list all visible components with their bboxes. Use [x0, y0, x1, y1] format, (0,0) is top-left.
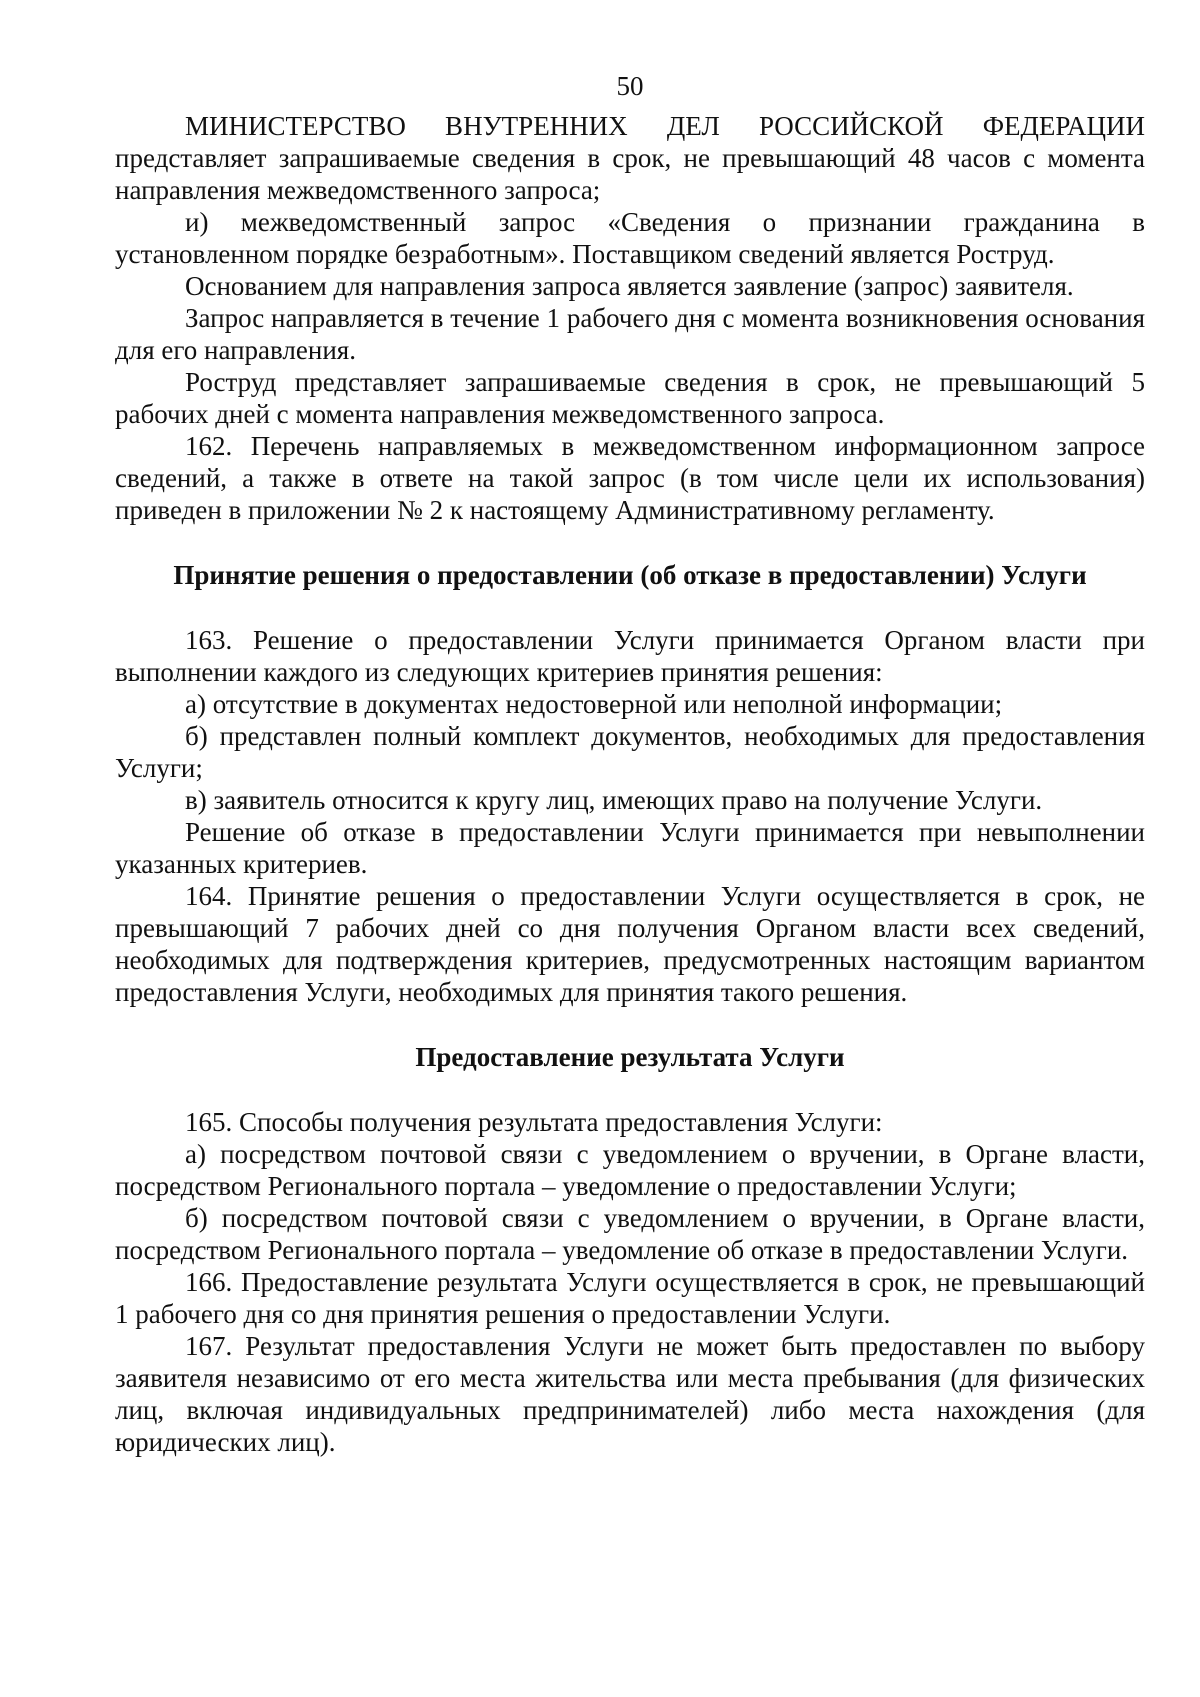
paragraph-request-basis: Основанием для направления запроса является заявление (запрос) заявителя. [185, 271, 1074, 301]
paragraph-165-a: а) посредством почтовой связи с уведомлением о вручении, в Органе власти, посредством Регионального портала – уведомление о предоставлении Услуги; [115, 1139, 1145, 1201]
page-number: 50 [616, 71, 644, 101]
paragraph-ministry-response: МИНИСТЕРСТВО ВНУТРЕННИХ ДЕЛ РОССИЙСКОЙ ФЕДЕРАЦИИ представляет запрашиваемые сведения в срок, не превышающий 48 часов с момента направления межведомственного запроса; [115, 111, 1145, 205]
paragraph-item-i: и) межведомственный запрос «Сведения о признании гражданина в установленном порядке безработным». Поставщиком сведений является Роструд. [115, 207, 1145, 269]
paragraph-refusal-decision: Решение об отказе в предоставлении Услуги принимается при невыполнении указанных критериев. [115, 817, 1145, 879]
paragraph-167: 167. Результат предоставления Услуги не может быть предоставлен по выбору заявителя независимо от его места жительства или места пребывания (для физических лиц, включая индивидуальных предпринимателей) либо места нахождения (для юридических лиц). [115, 1331, 1145, 1457]
paragraph-166: 166. Предоставление результата Услуги осуществляется в срок, не превышающий 1 рабочего дня со дня принятия решения о предоставлении Услуги. [115, 1267, 1145, 1329]
paragraph-165: 165. Способы получения результата предоставления Услуги: [185, 1107, 883, 1137]
paragraph-rostrud-response: Роструд представляет запрашиваемые сведения в срок, не превышающий 5 рабочих дней с момента направления межведомственного запроса. [115, 367, 1145, 429]
page-content [115, 70, 1145, 1458]
paragraph-163-b: б) представлен полный комплект документов, необходимых для предоставления Услуги; [115, 721, 1145, 783]
section-heading-result: Предоставление результата Услуги [415, 1042, 845, 1072]
paragraph-163: 163. Решение о предоставлении Услуги принимается Органом власти при выполнении каждого из следующих критериев принятия решения: [115, 625, 1145, 687]
paragraph-162: 162. Перечень направляемых в межведомственном информационном запросе сведений, а также в ответе на такой запрос (в том числе цели их использования) приведен в приложении № 2 к настоящему Административному регламенту. [115, 431, 1145, 525]
section-heading-decision: Принятие решения о предоставлении (об отказе в предоставлении) Услуги [173, 560, 1087, 590]
paragraph-163-a: а) отсутствие в документах недостоверной или неполной информации; [185, 689, 1003, 719]
paragraph-165-b: б) посредством почтовой связи с уведомлением о вручении, в Органе власти, посредством Регионального портала – уведомление об отказе в предоставлении Услуги. [115, 1203, 1145, 1265]
paragraph-164: 164. Принятие решения о предоставлении Услуги осуществляется в срок, не превышающий 7 рабочих дней со дня получения Органом власти всех сведений, необходимых для подтверждения критериев, предусмотренных настоящим вариантом предоставления Услуги, необходимых для принятия такого решения. [115, 881, 1145, 1007]
paragraph-163-v: в) заявитель относится к кругу лиц, имеющих право на получение Услуги. [185, 785, 1043, 815]
paragraph-request-timing: Запрос направляется в течение 1 рабочего дня с момента возникновения основания для его направления. [115, 303, 1145, 365]
